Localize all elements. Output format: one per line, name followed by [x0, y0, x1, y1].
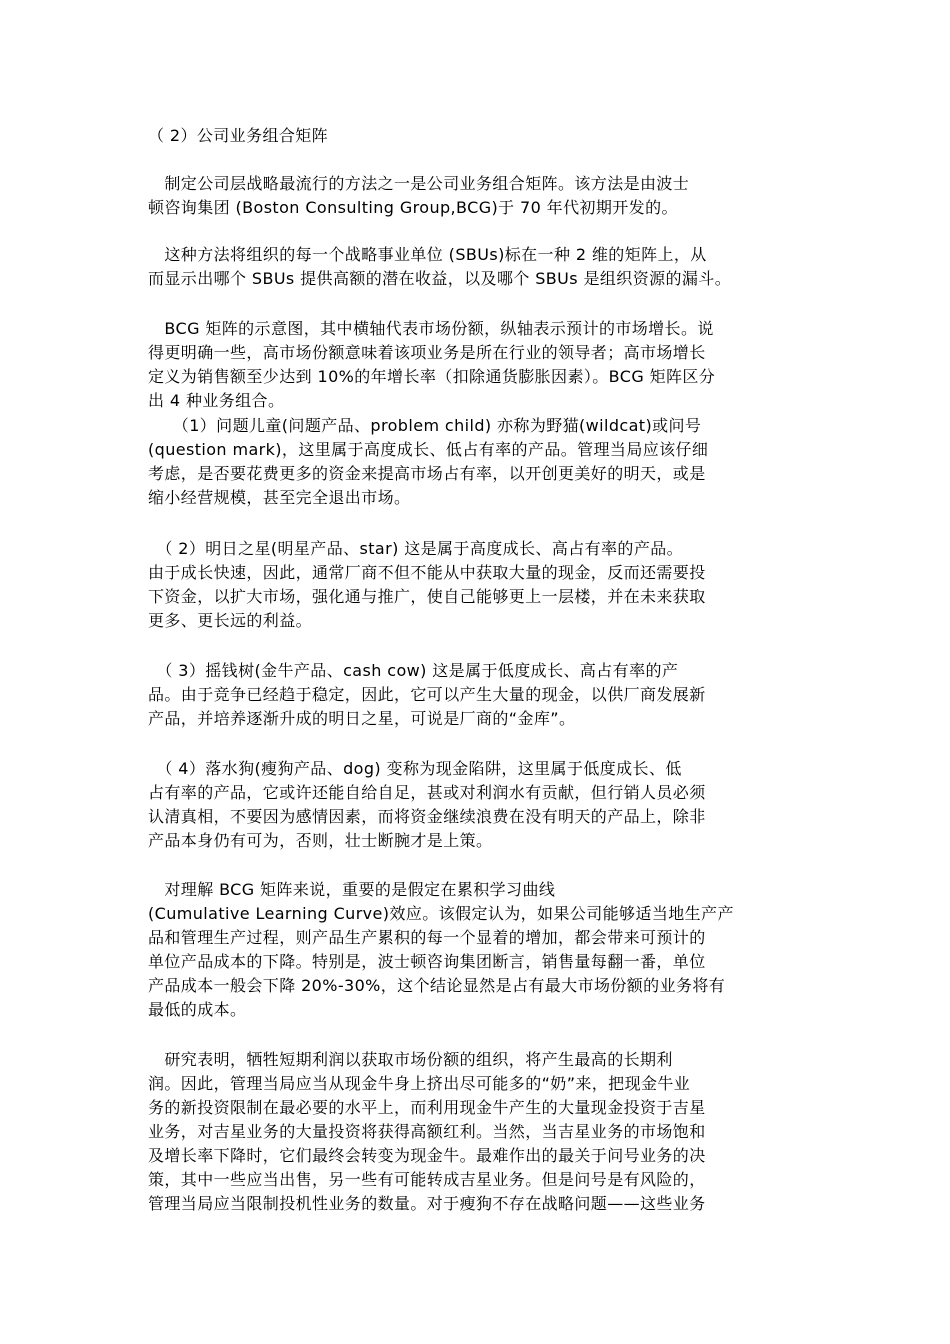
- paragraph-matrix-axes: BCG 矩阵的示意图，其中横轴代表市场份额，纵轴表示预计的市场增长。说 得更明确一些，高市场份额意味着该项业务是所在行业的领导者；高市场增长 定义为销售额至少达到 10%的年增长率（扣除通货膨胀因素）。BCG 矩阵区分 出 4 种业务组合。: [148, 319, 716, 410]
- paragraph-bcg-intro: 制定公司层战略最流行的方法之一是公司业务组合矩阵。该方法是由波士 顿咨询集团 (Boston Consulting Group,BCG)于 70 年代初期开发的。: [148, 174, 690, 217]
- paragraph-sbus: 这种方法将组织的每一个战略事业单位 (SBUs)标在一种 2 维的矩阵上，从 而显示出哪个 SBUs 提供高额的潜在收益，以及哪个 SBUs 是组织资源的漏斗。: [148, 245, 732, 288]
- paragraph-strategy: 研究表明，牺牲短期利润以获取市场份额的组织，将产生最高的长期利 润。因此，管理当局应当从现金牛身上挤出尽可能多的“奶”来，把现金牛业 务的新投资限制在最必要的水平上，而利用现金牛产生的大量现金投资于吉星 业务，对吉星业务的大量投资将获得高额红利。当然，当吉星业务的市场饱和 及增长率下降时，它们最终会转变为现金牛。最难作出的最关于问号业务的决 策，其中一些应当出售，另一些有可能转成吉星业务。但是问号是有风险的， 管理当局应当限制投机性业务的数量。对于瘦狗不存在战略问题——这些业务: [148, 1050, 706, 1213]
- paragraph-learning-curve: 对理解 BCG 矩阵来说，重要的是假定在累积学习曲线 (Cumulative Learning Curve)效应。该假定认为，如果公司能够适当地生产产 品和管理生产过程，则产品生产累积的每一个显着的增加，都会带来可预计的 单位产品成本的下降。特别是，波士顿咨询集团断言，销售量每翻一番，单位 产品成本一般会下降 20%-30%，这个结论显然是占有最大市场份额的业务将有 最低的成本。: [148, 880, 734, 1019]
- paragraph-dog: （ 4）落水狗(瘦狗产品、dog) 变称为现金陷阱，这里属于低度成长、低 占有率的产品，它或许还能自给自足，甚或对利润水有贡献，但行销人员必须 认清真相，不要因为感情因素，而将资金继续浪费在没有明天的产品上，除非 产品本身仍有可为，否则，壮士断腕才是上策。: [148, 759, 706, 850]
- section-heading: （ 2）公司业务组合矩阵: [148, 126, 329, 145]
- paragraph-cash-cow: （ 3）摇钱树(金牛产品、cash cow) 这是属于低度成长、高占有率的产 品。由于竞争已经趋于稳定，因此，它可以产生大量的现金，以供厂商发展新 产品，并培养逐渐升成的明日之星，可说是厂商的“金库”。: [148, 661, 706, 728]
- paragraph-question-mark: （1）问题儿童(问题产品、problem child) 亦称为野猫(wildcat)或问号 (question mark)，这里属于高度成长、低占有率的产品。管理当局应该仔细 考虑，是否要花费更多的资金来提高市场占有率，以开创更美好的明天，或是 缩小经营规模，甚至完全退出市场。: [148, 416, 709, 507]
- paragraph-star: （ 2）明日之星(明星产品、star) 这是属于高度成长、高占有率的产品。 由于成长快速，因此，通常厂商不但不能从中获取大量的现金，反而还需要投 下资金，以扩大市场，强化通与推广，使自己能够更上一层楼，并在未来获取 更多、更长远的利益。: [148, 539, 706, 630]
